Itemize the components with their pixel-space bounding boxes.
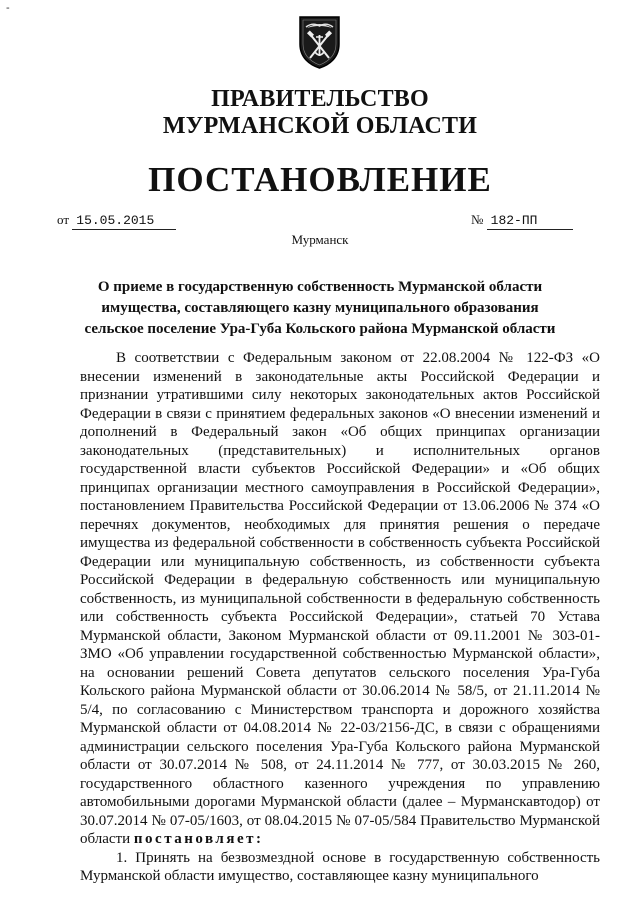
corner-mark: - xyxy=(6,2,10,14)
document-city: Мурманск xyxy=(291,232,349,247)
date-prefix: от xyxy=(57,212,70,227)
murmansk-coat-of-arms-icon xyxy=(297,14,342,70)
body-paragraph xyxy=(80,349,600,849)
document-date: 15.05.2015 xyxy=(72,213,176,230)
body-paragraph-item-1: 1. Принять на безвозмездной основе в государственную собственность Мурманской области имущество, составляющее казну муниципального xyxy=(80,849,600,884)
document-body xyxy=(80,349,600,886)
subject-line: сельское поселение Ура-Губа Кольского района Мурманской области xyxy=(84,321,556,337)
number-prefix: № xyxy=(471,212,484,227)
document-number-field xyxy=(471,212,573,230)
subject-line: О приеме в государственную собственность Мурманской области xyxy=(97,279,543,295)
government-title-line1: ПРАВИТЕЛЬСТВО xyxy=(211,86,429,112)
government-title-line2: МУРМАНСКОЙ ОБЛАСТИ xyxy=(162,113,478,139)
document-number: 182-ПП xyxy=(487,213,573,230)
document-type-title: ПОСТАНОВЛЕНИЕ xyxy=(148,160,492,199)
subject-line: имущества, составляющего казну муниципального образования xyxy=(101,300,539,316)
resolution-verb: постановляет: xyxy=(133,831,264,847)
preamble-text: В соответствии с Федеральным законом от 22.08.2004 № 122-ФЗ «О внесении изменений в законодательные акты Российской Федерации и признании утратившими силу некоторых законодательных актов Российской Федерации в связи с принятием федеральных законов «О внесении изменений и дополнений в Федеральный закон «Об общих принципах организации законодательных (представительных) и исполнительных органов государственной власти субъектов Российской Федерации» и «Об общих принципах организации местного самоуправления в Российской Федерации», постановлением Правительства Российской Федерации от 13.06.2006 № 374 «О перечнях документов, необходимых для принятия решения о передаче имущества из федеральной собственности в собственность субъекта Российской Федерации или муниципальную собственность, из собственности субъекта Российской Федерации в федеральную собственность или муниципальную собственность, из муниципальной собственности в федеральную собственность или собственность субъекта Российской Федерации», статьей 70 Устава Мурманской области, Законом Мурманской области от 09.11.2001 № 303-01-ЗМО «Об управлении государственной собственностью Мурманской области», на основании решений Совета депутатов сельского поселения Ура-Губа Кольского района Мурманской области от 30.06.2014 № 58/5, от 21.11.2014 № 5/4, по согласованию с Министерством транспорта и дорожного хозяйства Мурманской области от 04.08.2014 № 22-03/2156-ДС, в связи с обращениями администрации сельского поселения Ура-Губа Кольского района Мурманской области от 30.07.2014 № 508, от 24.11.2014 № 777, от 30.03.2015 № 260, государственного областного казенного учреждения по управлению автомобильными дорогами Мурманской области (далее – Мурманскавтодор) от 30.07.2014 № 07-05/1603, от 08.04.2015 № 07-05/584 Правительство Мурманской области xyxy=(80,350,600,847)
document-date-field xyxy=(57,212,176,230)
document-subject xyxy=(80,277,560,340)
